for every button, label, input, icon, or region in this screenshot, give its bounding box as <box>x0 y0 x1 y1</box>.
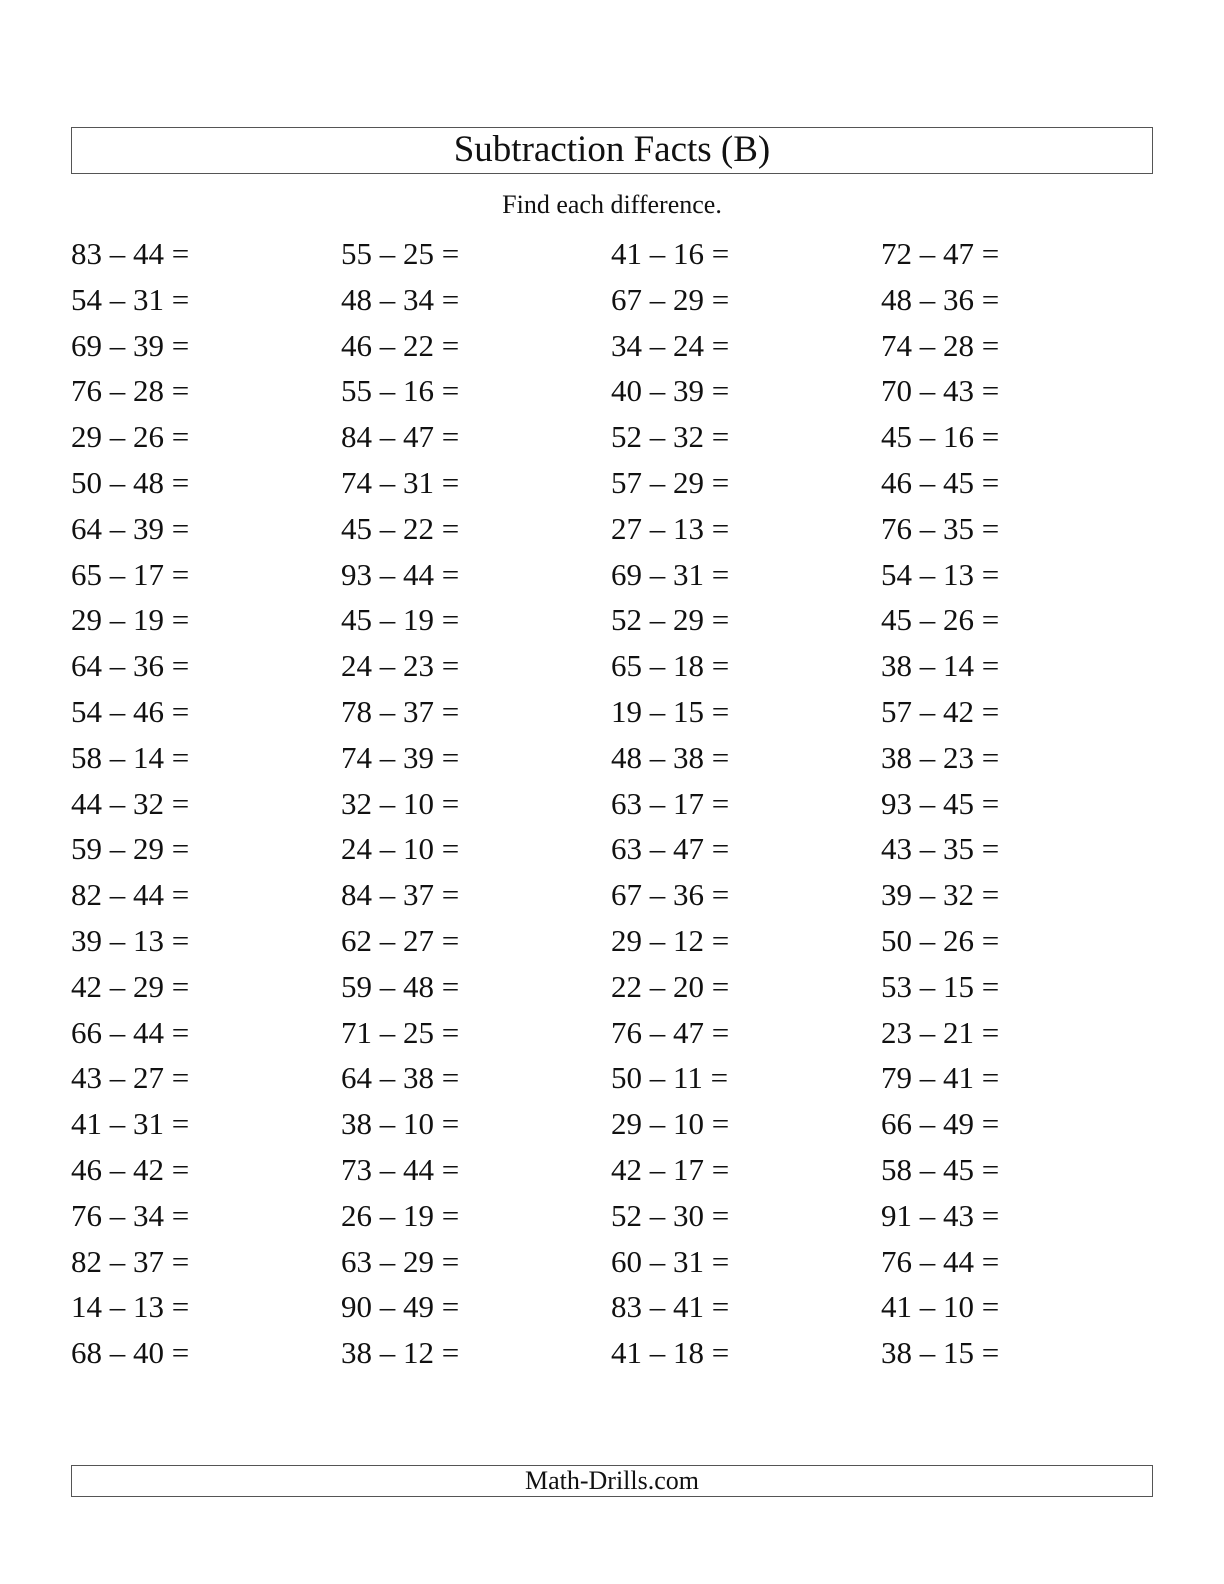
subtraction-problem: 78 – 37 = <box>341 693 460 729</box>
subtraction-problem: 64 – 38 = <box>341 1060 460 1096</box>
subtraction-problem: 44 – 32 = <box>71 785 190 821</box>
subtraction-problem: 41 – 10 = <box>881 1289 1000 1325</box>
footer-site: Math-Drills.com <box>71 1465 1153 1497</box>
subtraction-problem: 32 – 10 = <box>341 785 460 821</box>
subtraction-problem: 39 – 13 = <box>71 922 190 958</box>
subtraction-problem: 46 – 42 = <box>71 1151 190 1187</box>
subtraction-problem: 45 – 22 = <box>341 510 460 546</box>
subtraction-problem: 27 – 13 = <box>611 510 730 546</box>
subtraction-problem: 63 – 47 = <box>611 831 730 867</box>
subtraction-problem: 40 – 39 = <box>611 373 730 409</box>
subtraction-problem: 59 – 29 = <box>71 831 190 867</box>
subtraction-problem: 54 – 13 = <box>881 556 1000 592</box>
subtraction-problem: 66 – 49 = <box>881 1106 1000 1142</box>
subtraction-problem: 22 – 20 = <box>611 968 730 1004</box>
subtraction-problem: 82 – 37 = <box>71 1243 190 1279</box>
subtraction-problem: 29 – 19 = <box>71 602 190 638</box>
subtraction-problem: 45 – 26 = <box>881 602 1000 638</box>
subtraction-problem: 68 – 40 = <box>71 1335 190 1371</box>
subtraction-problem: 76 – 35 = <box>881 510 1000 546</box>
subtraction-problem: 84 – 37 = <box>341 877 460 913</box>
subtraction-problem: 63 – 29 = <box>341 1243 460 1279</box>
subtraction-problem: 70 – 43 = <box>881 373 1000 409</box>
subtraction-problem: 50 – 11 = <box>611 1060 729 1096</box>
subtraction-problem: 64 – 36 = <box>71 648 190 684</box>
subtraction-problem: 52 – 32 = <box>611 419 730 455</box>
subtraction-problem: 60 – 31 = <box>611 1243 730 1279</box>
subtraction-problem: 45 – 19 = <box>341 602 460 638</box>
subtraction-problem: 14 – 13 = <box>71 1289 190 1325</box>
subtraction-problem: 73 – 44 = <box>341 1151 460 1187</box>
subtraction-problem: 38 – 12 = <box>341 1335 460 1371</box>
subtraction-problem: 38 – 23 = <box>881 739 1000 775</box>
subtraction-problem: 74 – 31 = <box>341 464 460 500</box>
subtraction-problem: 50 – 48 = <box>71 464 190 500</box>
subtraction-problem: 53 – 15 = <box>881 968 1000 1004</box>
subtraction-problem: 24 – 10 = <box>341 831 460 867</box>
subtraction-problem: 83 – 41 = <box>611 1289 730 1325</box>
subtraction-problem: 24 – 23 = <box>341 648 460 684</box>
subtraction-problem: 43 – 35 = <box>881 831 1000 867</box>
subtraction-problem: 34 – 24 = <box>611 327 730 363</box>
subtraction-problem: 41 – 16 = <box>611 236 730 271</box>
subtraction-problem: 43 – 27 = <box>71 1060 190 1096</box>
subtraction-problem: 84 – 47 = <box>341 419 460 455</box>
subtraction-problem: 38 – 15 = <box>881 1335 1000 1371</box>
subtraction-problem: 29 – 10 = <box>611 1106 730 1142</box>
subtraction-problem: 59 – 48 = <box>341 968 460 1004</box>
subtraction-problem: 72 – 47 = <box>881 236 1000 271</box>
subtraction-problem: 76 – 28 = <box>71 373 190 409</box>
subtraction-problem: 39 – 32 = <box>881 877 1000 913</box>
subtraction-problem: 48 – 34 = <box>341 281 460 317</box>
subtraction-problem: 54 – 46 = <box>71 693 190 729</box>
subtraction-problem: 57 – 42 = <box>881 693 1000 729</box>
subtraction-problem: 46 – 22 = <box>341 327 460 363</box>
subtraction-problem: 52 – 29 = <box>611 602 730 638</box>
subtraction-problem: 42 – 29 = <box>71 968 190 1004</box>
problem-grid <box>71 233 1153 1378</box>
subtraction-problem: 63 – 17 = <box>611 785 730 821</box>
subtraction-problem: 55 – 25 = <box>341 236 460 271</box>
subtraction-problem: 38 – 14 = <box>881 648 1000 684</box>
worksheet-title: Subtraction Facts (B) <box>71 127 1153 174</box>
subtraction-problem: 29 – 12 = <box>611 922 730 958</box>
subtraction-problem: 41 – 31 = <box>71 1106 190 1142</box>
subtraction-problem: 65 – 17 = <box>71 556 190 592</box>
subtraction-problem: 76 – 47 = <box>611 1014 730 1050</box>
subtraction-problem: 76 – 34 = <box>71 1197 190 1233</box>
subtraction-problem: 50 – 26 = <box>881 922 1000 958</box>
subtraction-problem: 74 – 39 = <box>341 739 460 775</box>
subtraction-problem: 64 – 39 = <box>71 510 190 546</box>
subtraction-problem: 67 – 29 = <box>611 281 730 317</box>
subtraction-problem: 48 – 38 = <box>611 739 730 775</box>
subtraction-problem: 71 – 25 = <box>341 1014 460 1050</box>
subtraction-problem: 29 – 26 = <box>71 419 190 455</box>
subtraction-problem: 74 – 28 = <box>881 327 1000 363</box>
subtraction-problem: 67 – 36 = <box>611 877 730 913</box>
subtraction-problem: 46 – 45 = <box>881 464 1000 500</box>
subtraction-problem: 79 – 41 = <box>881 1060 1000 1096</box>
subtraction-problem: 69 – 31 = <box>611 556 730 592</box>
subtraction-problem: 90 – 49 = <box>341 1289 460 1325</box>
subtraction-problem: 45 – 16 = <box>881 419 1000 455</box>
subtraction-problem: 93 – 45 = <box>881 785 1000 821</box>
subtraction-problem: 58 – 14 = <box>71 739 190 775</box>
subtraction-problem: 82 – 44 = <box>71 877 190 913</box>
subtraction-problem: 26 – 19 = <box>341 1197 460 1233</box>
subtraction-problem: 66 – 44 = <box>71 1014 190 1050</box>
worksheet-instructions: Find each difference. <box>502 190 722 219</box>
subtraction-problem: 57 – 29 = <box>611 464 730 500</box>
subtraction-problem: 41 – 18 = <box>611 1335 730 1371</box>
subtraction-problem: 69 – 39 = <box>71 327 190 363</box>
subtraction-problem: 19 – 15 = <box>611 693 730 729</box>
subtraction-problem: 93 – 44 = <box>341 556 460 592</box>
subtraction-problem: 83 – 44 = <box>71 236 190 271</box>
subtraction-problem: 55 – 16 = <box>341 373 460 409</box>
subtraction-problem: 76 – 44 = <box>881 1243 1000 1279</box>
subtraction-problem: 91 – 43 = <box>881 1197 1000 1233</box>
subtraction-problem: 42 – 17 = <box>611 1151 730 1187</box>
subtraction-problem: 58 – 45 = <box>881 1151 1000 1187</box>
subtraction-problem: 52 – 30 = <box>611 1197 730 1233</box>
subtraction-problem: 65 – 18 = <box>611 648 730 684</box>
subtraction-problem: 38 – 10 = <box>341 1106 460 1142</box>
subtraction-problem: 23 – 21 = <box>881 1014 1000 1050</box>
subtraction-problem: 54 – 31 = <box>71 281 190 317</box>
subtraction-problem: 62 – 27 = <box>341 922 460 958</box>
subtraction-problem: 48 – 36 = <box>881 281 1000 317</box>
